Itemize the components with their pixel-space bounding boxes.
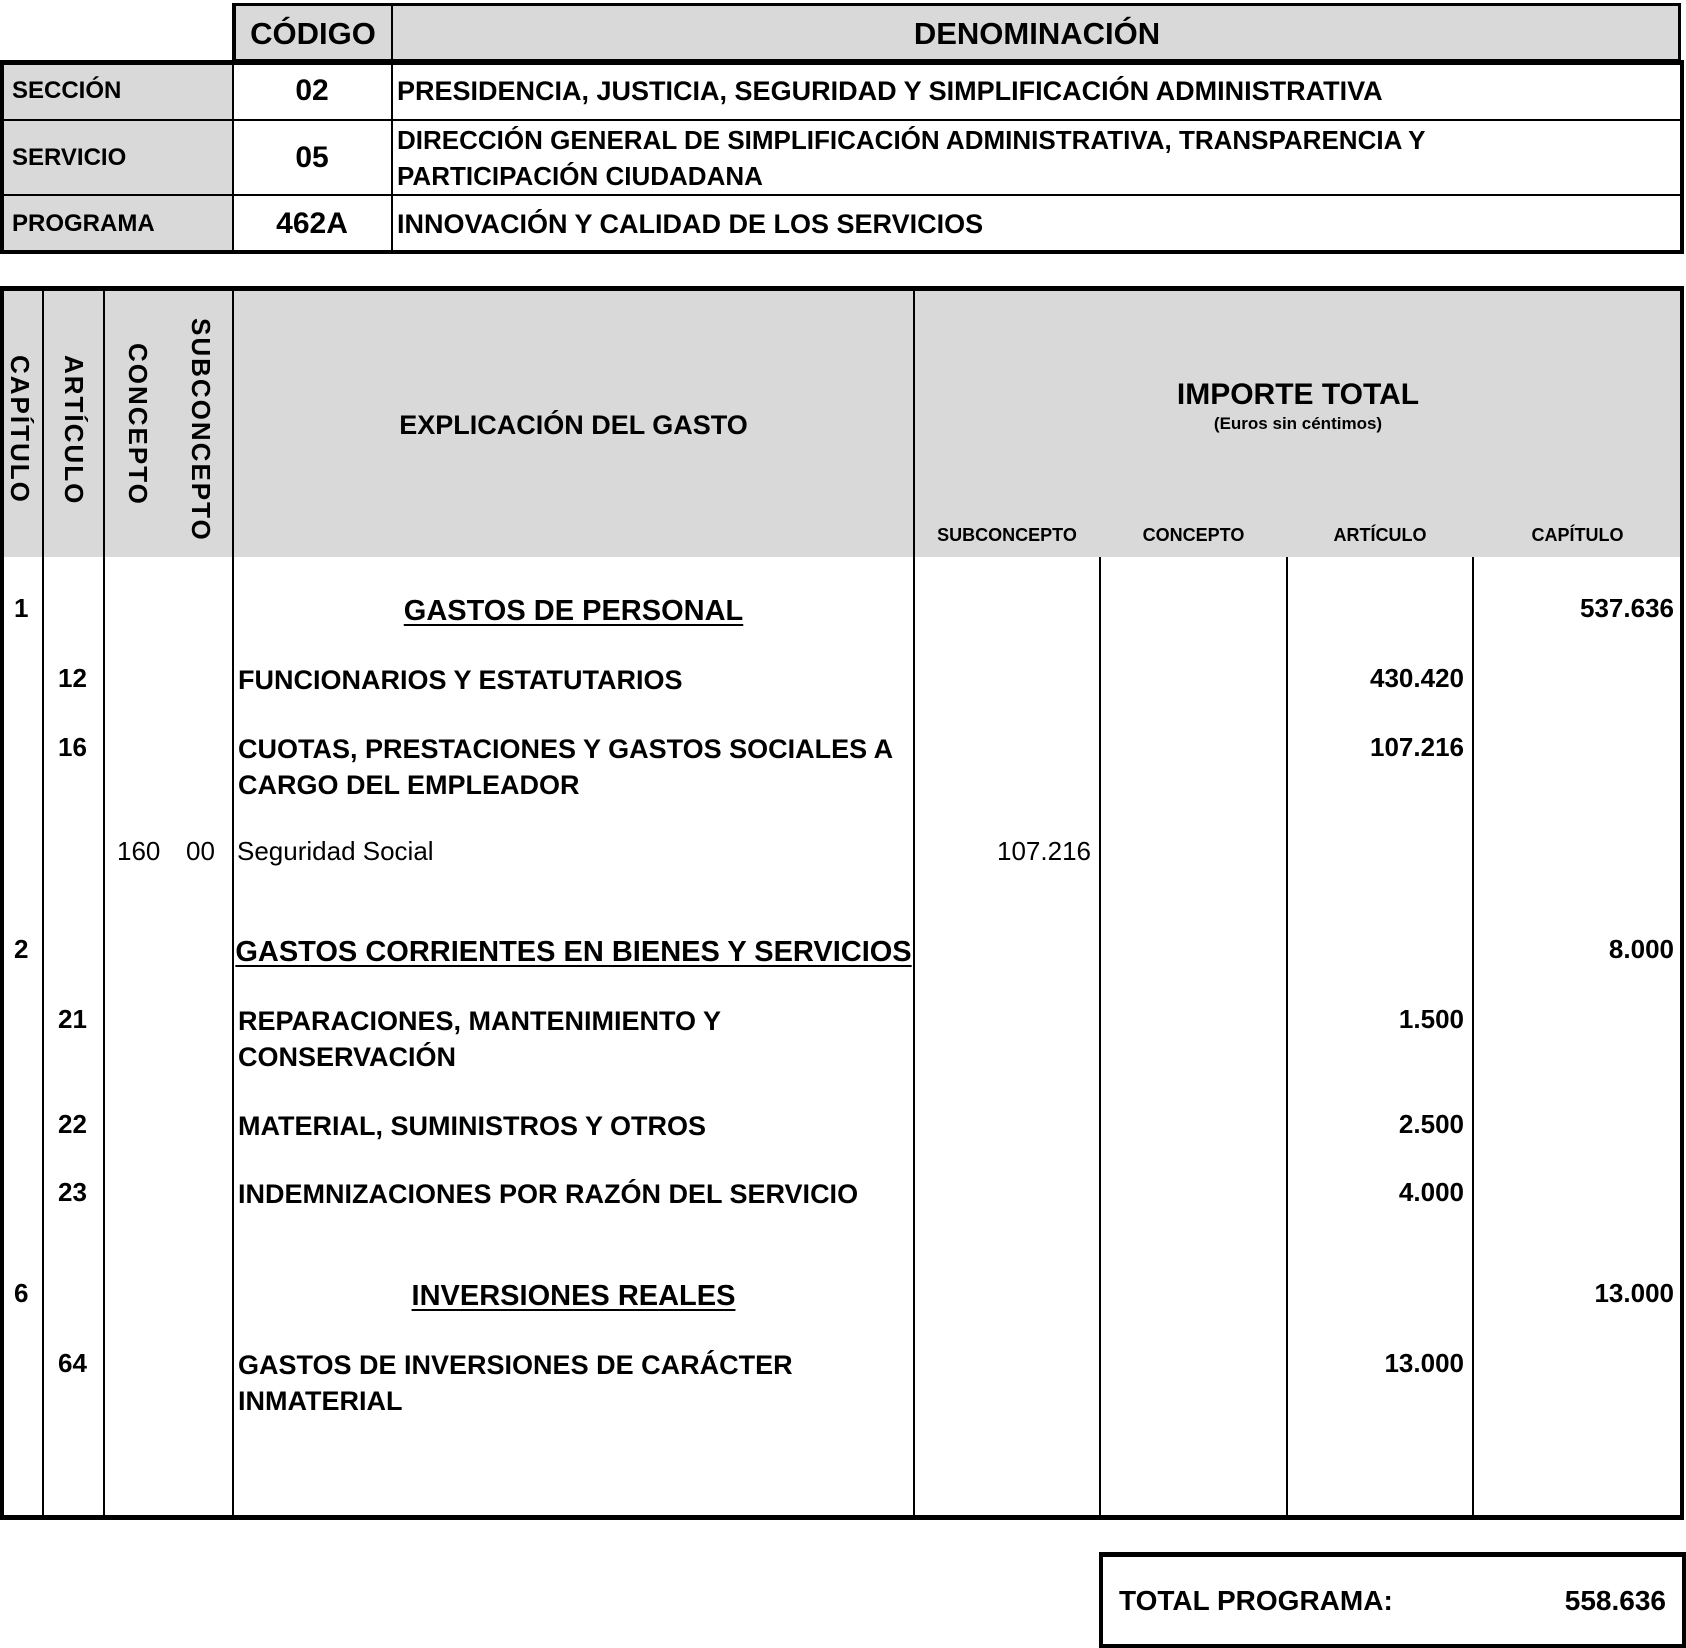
articulo-code: 23 xyxy=(58,1177,87,1207)
subconcepto-code: 00 xyxy=(186,836,215,866)
concepto-amount-header: CONCEPTO xyxy=(1142,524,1245,545)
concepto-code: 160 xyxy=(117,836,161,866)
articulo-title: FUNCIONARIOS Y ESTATUTARIOS xyxy=(238,665,683,695)
articulo-code: 22 xyxy=(58,1109,87,1139)
capitulo-title: GASTOS CORRIENTES EN BIENES Y SERVICIOS xyxy=(235,936,912,968)
articulo-code: 16 xyxy=(58,732,87,762)
articulo-title: INDEMNIZACIONES POR RAZÓN DEL SERVICIO xyxy=(238,1179,859,1209)
seccion-label: SECCIÓN xyxy=(12,77,122,104)
capitulo-code: 2 xyxy=(14,934,29,964)
articulo-code: 64 xyxy=(58,1348,87,1378)
subconcepto-column-header: SUBCONCEPTO xyxy=(186,318,216,542)
capitulo-amount: 537.636 xyxy=(1580,593,1674,623)
articulo-code: 12 xyxy=(58,663,87,693)
subconcepto-amount: 107.216 xyxy=(997,836,1091,866)
articulo-title-line1: GASTOS DE INVERSIONES DE CARÁCTER xyxy=(238,1350,793,1380)
capitulo-code: 1 xyxy=(14,593,29,623)
articulo-title-line1: REPARACIONES, MANTENIMIENTO Y xyxy=(238,1006,722,1036)
denominacion-header: DENOMINACIÓN xyxy=(913,15,1161,51)
capitulo-title: INVERSIONES REALES xyxy=(411,1280,736,1312)
importe-total-title: IMPORTE TOTAL xyxy=(1176,378,1420,411)
subconcepto-amount-header: SUBCONCEPTO xyxy=(937,524,1077,545)
servicio-code: 05 xyxy=(295,140,329,174)
articulo-amount: 13.000 xyxy=(1384,1348,1464,1378)
articulo-amount: 430.420 xyxy=(1370,663,1464,693)
articulo-title: MATERIAL, SUMINISTROS Y OTROS xyxy=(238,1111,707,1141)
total-programa-value: 558.636 xyxy=(1564,1584,1666,1616)
servicio-label: SERVICIO xyxy=(12,143,127,171)
concepto-column-header: CONCEPTO xyxy=(123,343,153,506)
codigo-header: CÓDIGO xyxy=(250,15,376,51)
servicio-name-line2: PARTICIPACIÓN CIUDADANA xyxy=(397,161,763,191)
importe-total-subtitle: (Euros sin céntimos) xyxy=(1213,414,1383,433)
articulo-column-header: ARTÍCULO xyxy=(59,355,89,506)
articulo-amount: 107.216 xyxy=(1370,732,1464,762)
total-programa-box xyxy=(1099,1552,1686,1648)
total-programa-label: TOTAL PROGRAMA: xyxy=(1119,1584,1393,1616)
capitulo-amount: 8.000 xyxy=(1608,934,1674,964)
seccion-name: PRESIDENCIA, JUSTICIA, SEGURIDAD Y SIMPLIFICACIÓN ADMINISTRATIVA xyxy=(397,75,1383,106)
programa-code: 462A xyxy=(276,207,348,240)
programa-name: INNOVACIÓN Y CALIDAD DE LOS SERVICIOS xyxy=(397,208,984,239)
articulo-title-line2: CONSERVACIÓN xyxy=(238,1042,457,1072)
articulo-amount: 2.500 xyxy=(1398,1109,1464,1139)
capitulo-code: 6 xyxy=(14,1278,29,1308)
capitulo-title: GASTOS DE PERSONAL xyxy=(403,595,744,627)
servicio-name-line1: DIRECCIÓN GENERAL DE SIMPLIFICACIÓN ADMINISTRATIVA, TRANSPARENCIA Y xyxy=(397,125,1426,155)
programa-label: PROGRAMA xyxy=(12,210,155,237)
capitulo-amount: 13.000 xyxy=(1594,1278,1674,1308)
articulo-title-line1: CUOTAS, PRESTACIONES Y GASTOS SOCIALES A xyxy=(238,734,894,764)
articulo-amount-header: ARTÍCULO xyxy=(1333,524,1427,545)
explicacion-column-header: EXPLICACIÓN DEL GASTO xyxy=(399,409,748,440)
articulo-title-line2: CARGO DEL EMPLEADOR xyxy=(238,770,580,800)
articulo-code: 21 xyxy=(58,1004,87,1034)
articulo-amount: 4.000 xyxy=(1398,1177,1464,1207)
capitulo-column-header: CAPÍTULO xyxy=(5,355,35,504)
subconcepto-title: Seguridad Social xyxy=(237,836,434,866)
capitulo-amount-header: CAPÍTULO xyxy=(1531,524,1624,545)
articulo-title-line2: INMATERIAL xyxy=(238,1386,403,1416)
articulo-amount: 1.500 xyxy=(1398,1004,1464,1034)
seccion-code: 02 xyxy=(295,74,329,107)
